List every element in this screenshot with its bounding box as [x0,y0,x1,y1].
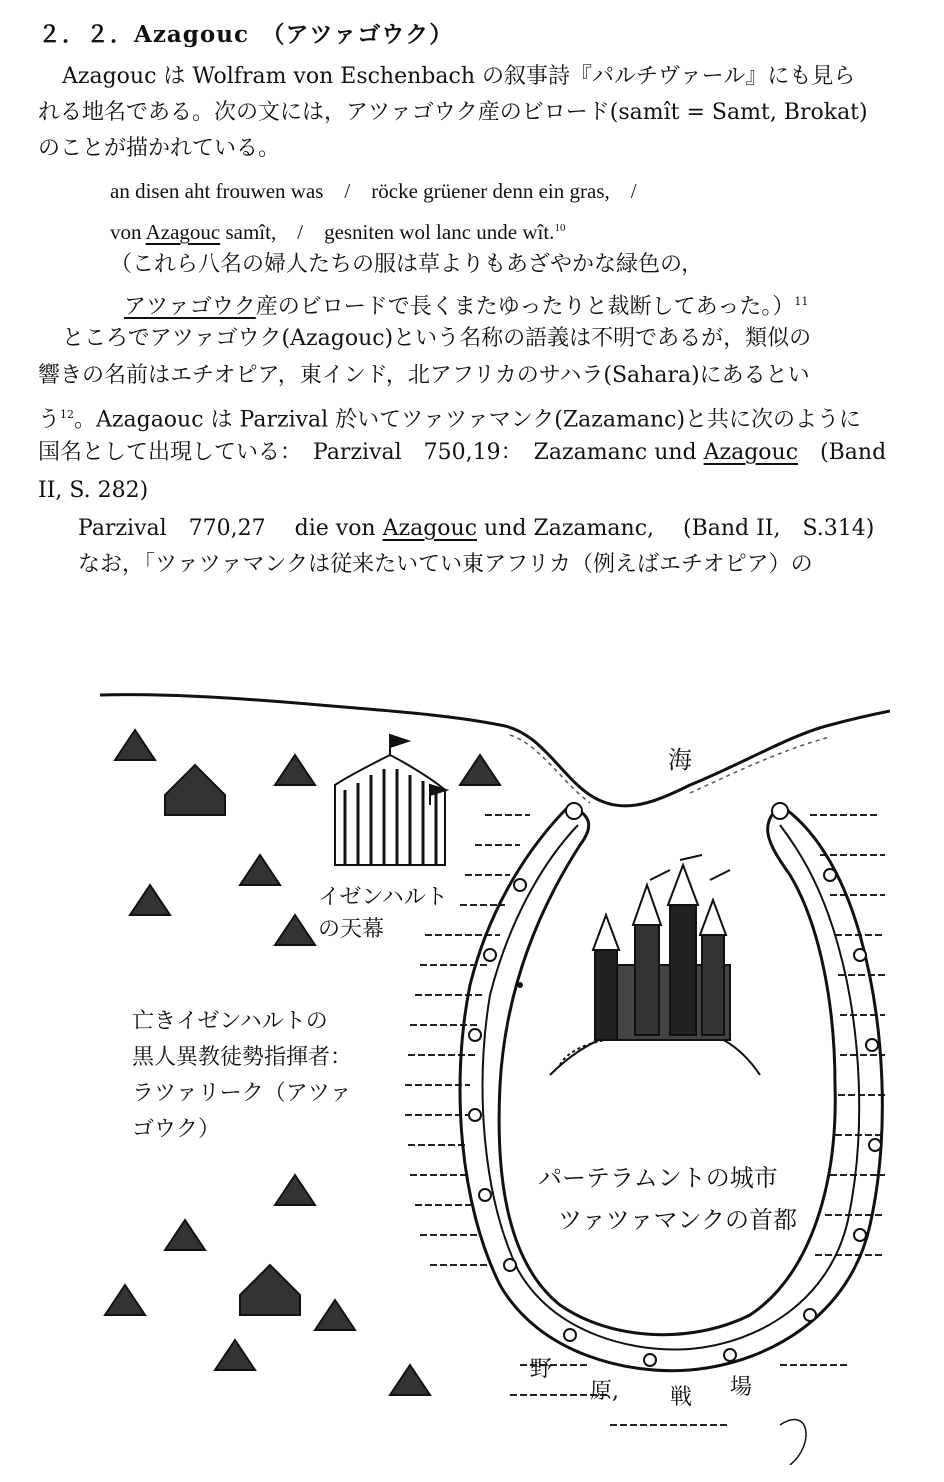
translation-line1: （これら八名の婦人たちの服は草よりもあざやかな緑色の， [110,252,704,277]
map-label-sea: 海 [668,746,692,774]
paragraph2-azagouc-underlined: Azagouc [703,440,799,465]
paragraph2-line1: ところでアツァゴウク(Azagouc)という名称の語義は不明であるが，類似の [62,326,812,351]
paragraph3-post: und Zazamanc, (Band II, S.314) [477,516,875,541]
section-heading: ２．２．Azagouc （アツァゴウク） [38,21,454,48]
map-label-field3: 戦 [670,1385,693,1410]
paragraph3-pre: Parzival 770,27 die von [78,516,383,541]
map-label-tent1: イゼンハルト [318,885,448,910]
map-label-city2: ツァツァマンクの首都 [558,1206,798,1234]
verse-azagouc-underlined: Azagouc [145,220,221,244]
paragraph2-line3-pre: う [38,407,61,433]
paragraph2-line2: 響きの名前はエチオピア，東インド，北アフリカのサハラ(Sahara)にあるとい [38,363,810,388]
field-arc [780,1420,806,1465]
map-label-left4: ゴウク） [132,1117,221,1142]
map-label-tent2: の天幕 [318,917,385,942]
map-label-left2: 黒人異教徒勢指揮者： [132,1045,353,1070]
paragraph1-line3: のことが描かれている。 [38,136,281,161]
paragraph2-line5: II, S. 282) [38,478,149,503]
map-label-city1: パーテラムントの城市 [538,1164,778,1192]
paragraph2-line3 [38,400,861,435]
verse-line2 [110,213,565,247]
map-label-field2: 原, [590,1379,619,1404]
paragraph4: なお，「ツァツァマンクは従来たいてい東アフリカ（例えばエチオピア）の [78,552,813,577]
map-label-left3: ラツァリーク（アツァ [132,1081,352,1106]
map-label-field4: 場 [730,1375,753,1400]
verse-line1: an disen aht frouwen was / röcke grüener denn ein gras, / [110,179,637,203]
footnote-ref-12: 12 [60,408,75,421]
map-illustration [90,665,890,1465]
translation-azagouc-underlined: アツァゴウク [124,294,256,320]
map-label-field1: 野 [530,1357,553,1382]
footnote-ref-11: 11 [794,295,809,308]
verse-line2-post: samît, / gesniten wol lanc unde wît. [220,220,555,244]
map-label-left1: 亡きイゼンハルトの [132,1009,328,1034]
paragraph1-line2: れる地名である。次の文には，アツァゴウク産のビロード(samît = Samt, Brokat) [38,100,868,125]
castle [550,855,760,1075]
paragraph3-azagouc-underlined: Azagouc [382,516,478,541]
translation-line2 [124,287,808,322]
translation-line2-post: 産のビロードで長くまたゆったりと裁断してあった。） [255,294,795,320]
paragraph2-line4 [38,438,886,468]
paragraph2-line4-post: (Band [798,440,887,465]
footnote-ref-10: 10 [554,222,566,234]
paragraph3 [78,514,874,544]
map-dot [517,982,523,988]
paragraph1-line1: Azagouc は Wolfram von Eschenbach の叙事詩『パルチヴァール』にも見ら [62,64,856,89]
paragraph2-line3-post: 。Azagaouc は Parzival 於いてツァツァマンク(Zazamanc)と共に次のように [74,407,862,433]
paragraph2-line4-pre: 国名として出現している： Parzival 750,19： Zazamanc und [38,440,704,465]
isenhart-tent [335,735,446,865]
verse-line2-pre: von [110,220,146,244]
